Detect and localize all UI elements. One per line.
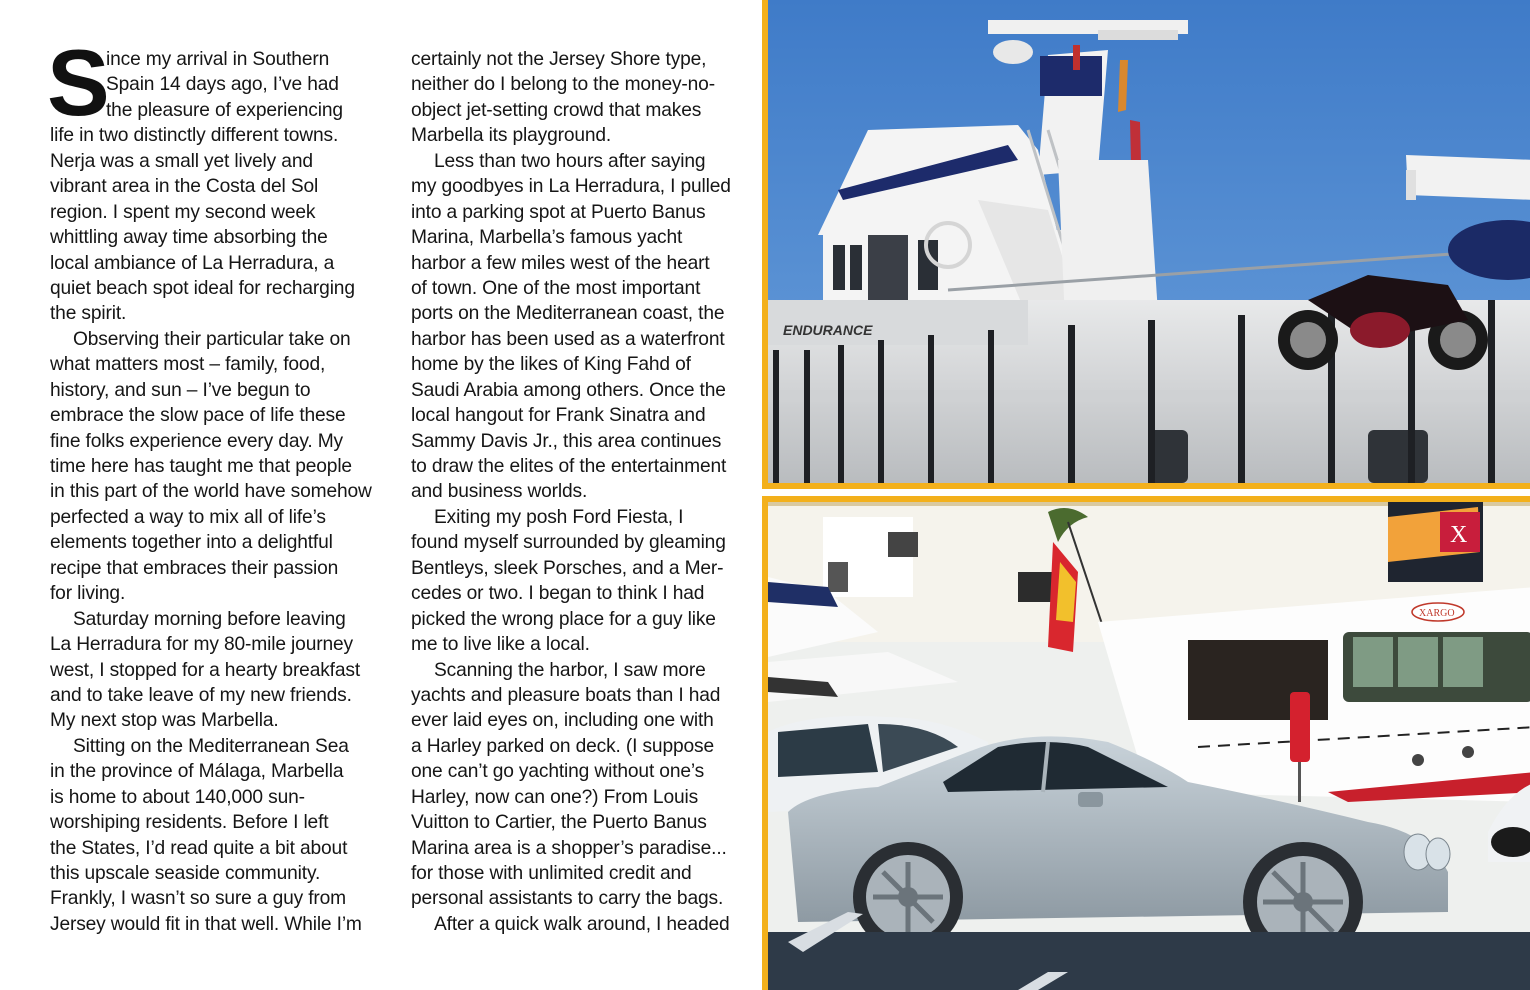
text-line: worshiping residents. Before I left xyxy=(50,812,329,834)
article-column-left xyxy=(47,30,400,937)
text-line: life in two distinctly different towns. xyxy=(50,125,339,147)
text-line: Spain 14 days ago, I’ve had xyxy=(106,74,339,96)
text-line: Saudi Arabia among others. Once the xyxy=(411,379,726,401)
text-line: recipe that embraces their passion xyxy=(50,557,339,579)
hull-name-text: ENDURANCE xyxy=(783,322,873,338)
text-line: Bentleys, sleek Porsches, and a Mer- xyxy=(411,557,724,579)
article-paragraph xyxy=(50,734,400,938)
text-line: elements together into a delightful xyxy=(50,532,333,554)
article-paragraph xyxy=(411,47,756,149)
text-line: region. I spent my second week xyxy=(50,201,316,223)
text-line: Less than two hours after saying xyxy=(434,150,706,172)
text-line: in the province of Málaga, Marbella xyxy=(50,761,344,783)
funnel-letter: X xyxy=(1450,522,1468,548)
text-line: the pleasure of experiencing xyxy=(106,99,343,121)
text-line: the States, I’d read quite a bit about xyxy=(50,837,348,859)
text-line: La Herradura for my 80-mile journey xyxy=(50,634,353,656)
text-line: Frankly, I wasn’t so sure a guy from xyxy=(50,888,347,910)
text-line: personal assistants to carry the bags. xyxy=(411,888,724,910)
text-line: into a parking spot at Puerto Banus xyxy=(411,201,706,223)
text-line: Exiting my posh Ford Fiesta, I xyxy=(434,506,684,528)
text-line: ports on the Mediterranean coast, the xyxy=(411,303,725,325)
article-paragraph xyxy=(411,912,756,937)
text-line: object jet-setting crowd that makes xyxy=(411,99,702,121)
text-line: whittling away time absorbing the xyxy=(50,227,328,249)
article-paragraph xyxy=(50,327,400,607)
article-paragraph xyxy=(47,30,400,327)
text-line: west, I stopped for a hearty breakfast xyxy=(50,659,360,681)
text-line: the spirit. xyxy=(50,303,127,325)
text-line: one can’t go yachting without one’s xyxy=(411,761,705,783)
yacht-illustration xyxy=(768,0,1530,483)
text-line: harbor has been used as a waterfront xyxy=(411,328,725,350)
text-line: ever laid eyes on, including one with xyxy=(411,710,714,732)
text-line: After a quick walk around, I headed xyxy=(434,913,730,935)
text-line: to draw the elites of the entertainment xyxy=(411,456,727,477)
text-line: yachts and pleasure boats than I had xyxy=(411,684,721,706)
photo-marina-car-frame xyxy=(762,496,1530,990)
text-line: Marina, Marbella’s famous yacht xyxy=(411,227,683,249)
text-line: Nerja was a small yet lively and xyxy=(50,150,313,172)
text-line: My next stop was Marbella. xyxy=(50,710,279,732)
article-paragraph xyxy=(411,149,756,505)
text-line: my goodbyes in La Herradura, I pulled xyxy=(411,176,731,198)
text-line: this upscale seaside community. xyxy=(50,863,321,884)
text-line: ince my arrival in Southern xyxy=(106,49,330,70)
article-paragraph xyxy=(411,658,756,912)
text-line: in this part of the world have somehow xyxy=(50,481,372,503)
text-line: home by the likes of King Fahd of xyxy=(411,354,691,376)
text-line: perfected a way to mix all of life’s xyxy=(50,506,326,528)
marina-car-illustration xyxy=(768,502,1530,990)
text-line: what matters most – family, food, xyxy=(50,354,326,376)
text-line: Observing their particular take on xyxy=(73,328,351,350)
photo-yacht xyxy=(768,0,1530,483)
text-line: and to take leave of my new friends. xyxy=(50,684,352,706)
text-line: certainly not the Jersey Shore type, xyxy=(411,49,707,70)
text-line: local ambiance of La Herradura, a xyxy=(50,252,335,274)
text-line: Saturday morning before leaving xyxy=(73,608,346,630)
text-line: quiet beach spot ideal for recharging xyxy=(50,277,355,299)
text-line: Sitting on the Mediterranean Sea xyxy=(73,735,349,757)
text-line: Vuitton to Cartier, the Puerto Banus xyxy=(411,812,707,834)
text-line: Harley, now can one?) From Louis xyxy=(411,786,699,808)
photo-yacht-frame xyxy=(762,0,1530,489)
text-line: embrace the slow pace of life these xyxy=(50,405,346,427)
drop-cap: S xyxy=(47,30,110,135)
article-paragraph xyxy=(411,505,756,658)
text-line: time here has taught me that people xyxy=(50,456,352,477)
text-line: picked the wrong place for a guy like xyxy=(411,608,716,630)
text-line: a Harley parked on deck. (I suppose xyxy=(411,735,714,757)
text-line: fine folks experience every day. My xyxy=(50,430,343,452)
text-line: Marina area is a shopper’s paradise... xyxy=(411,837,727,859)
text-line: of town. One of the most important xyxy=(411,277,701,299)
text-line: local hangout for Frank Sinatra and xyxy=(411,405,706,427)
text-line: Marbella its playground. xyxy=(411,125,612,147)
text-line: found myself surrounded by gleaming xyxy=(411,532,726,554)
text-line: Sammy Davis Jr., this area continues xyxy=(411,430,722,452)
article-column-middle xyxy=(411,47,756,937)
text-line: for those with unlimited credit and xyxy=(411,863,692,884)
text-line: for living. xyxy=(50,583,126,605)
text-line: harbor a few miles west of the heart xyxy=(411,252,710,274)
text-line: me to live like a local. xyxy=(411,634,590,656)
text-line: is home to about 140,000 sun- xyxy=(50,786,305,808)
photo-marina-car xyxy=(768,502,1530,990)
text-line: neither do I belong to the money-no- xyxy=(411,74,715,96)
article-paragraph xyxy=(50,607,400,734)
text-line: Jersey would fit in that well. While I’m xyxy=(50,913,362,935)
text-line: history, and sun – I’ve begun to xyxy=(50,379,311,401)
text-line: cedes or two. I began to think I had xyxy=(411,583,705,605)
text-line: vibrant area in the Costa del Sol xyxy=(50,176,319,198)
text-line: and business worlds. xyxy=(411,481,588,503)
text-line: Scanning the harbor, I saw more xyxy=(434,659,706,681)
boat-name-text: XARGO xyxy=(1419,608,1455,619)
